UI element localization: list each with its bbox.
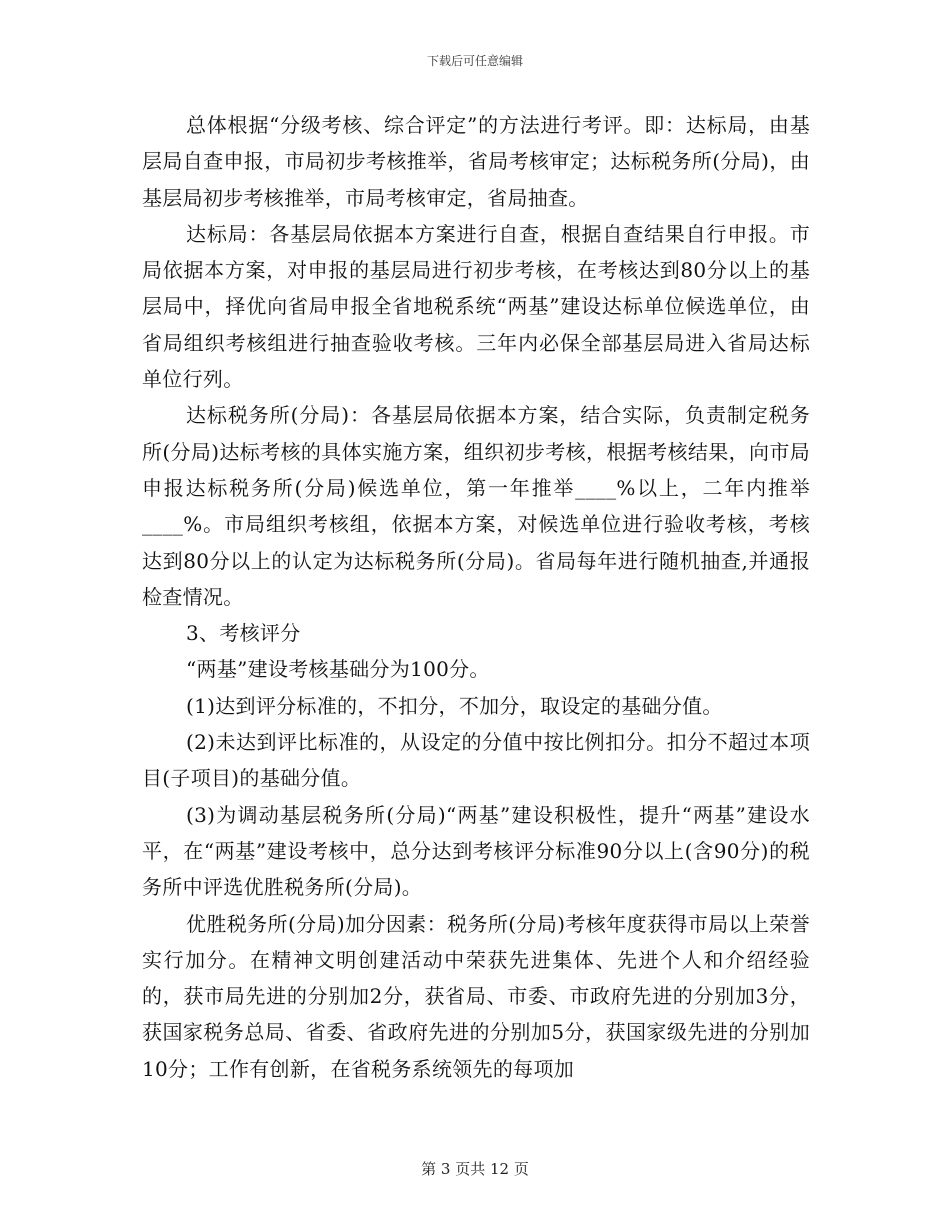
list-item-1: (1)达到评分标准的，不扣分，不加分，取设定的基础分值。 [186, 693, 723, 718]
paragraph-standard-bureau: 达标局：各基层局依据本方案进行自查，根据自查结果自行申报。市局依据本方案，对申报的基层局进行初步考核，在考核达到80分以上的基层局中，择优向省局申报全省地税系统“两基”建设达标单位候选单位，由省局组织考核组进行抽查验收考核。三年内必保全部基层局进入省局达标单位行列。 [142, 221, 810, 392]
paragraph-standard-tax-office: 达标税务所(分局)：各基层局依据本方案，结合实际，负责制定税务所(分局)达标考核的具体实施方案，组织初步考核，根据考核结果，向市局申报达标税务所(分局)候选单位，第一年推举____%以上，二年内推举____%。市局组织考核组，依据本方案，对候选单位进行验收考核，考核达到80分以上的认定为达标税务所(分局)。省局每年进行随机抽查,并通报检查情况。 [142, 403, 810, 609]
paragraph-bonus-factors: 优胜税务所(分局)加分因素：税务所(分局)考核年度获得市局以上荣誉实行加分。在精神文明创建活动中荣获先进集体、先进个人和介绍经验的，获市局先进的分别加2分，获省局、市委、市政府先进的分别加3分，获国家税务总局、省委、省政府先进的分别加5分，获国家级先进的分别加10分；工作有创新，在省税务系统领先的每项加 [142, 911, 810, 1081]
section-heading-scoring: 3、考核评分 [186, 621, 301, 646]
list-item-3: (3)为调动基层税务所(分局)“两基”建设积极性，提升“两基”建设水平，在“两基”建设考核中，总分达到考核评分标准90分以上(含90分)的税务所中评选优胜税务所(分局)。 [142, 802, 810, 900]
paragraph-evaluation-method: 总体根据“分级考核、综合评定”的方法进行考评。即：达标局，由基层局自查申报，市局初步考核推举，省局考核审定；达标税务所(分局)，由基层局初步考核推举，市局考核审定，省局抽查。 [142, 113, 810, 210]
page-header: 下载后可任意编辑 [426, 54, 523, 68]
page-footer: 第 3 页共 12 页 [421, 1160, 529, 1178]
paragraph-base-score: “两基”建设考核基础分为100分。 [186, 657, 490, 682]
document-body [142, 107, 810, 1087]
list-item-2: (2)未达到评比标准的，从设定的分值中按比例扣分。扣分不超过本项目(子项目)的基础分值。 [142, 730, 810, 791]
